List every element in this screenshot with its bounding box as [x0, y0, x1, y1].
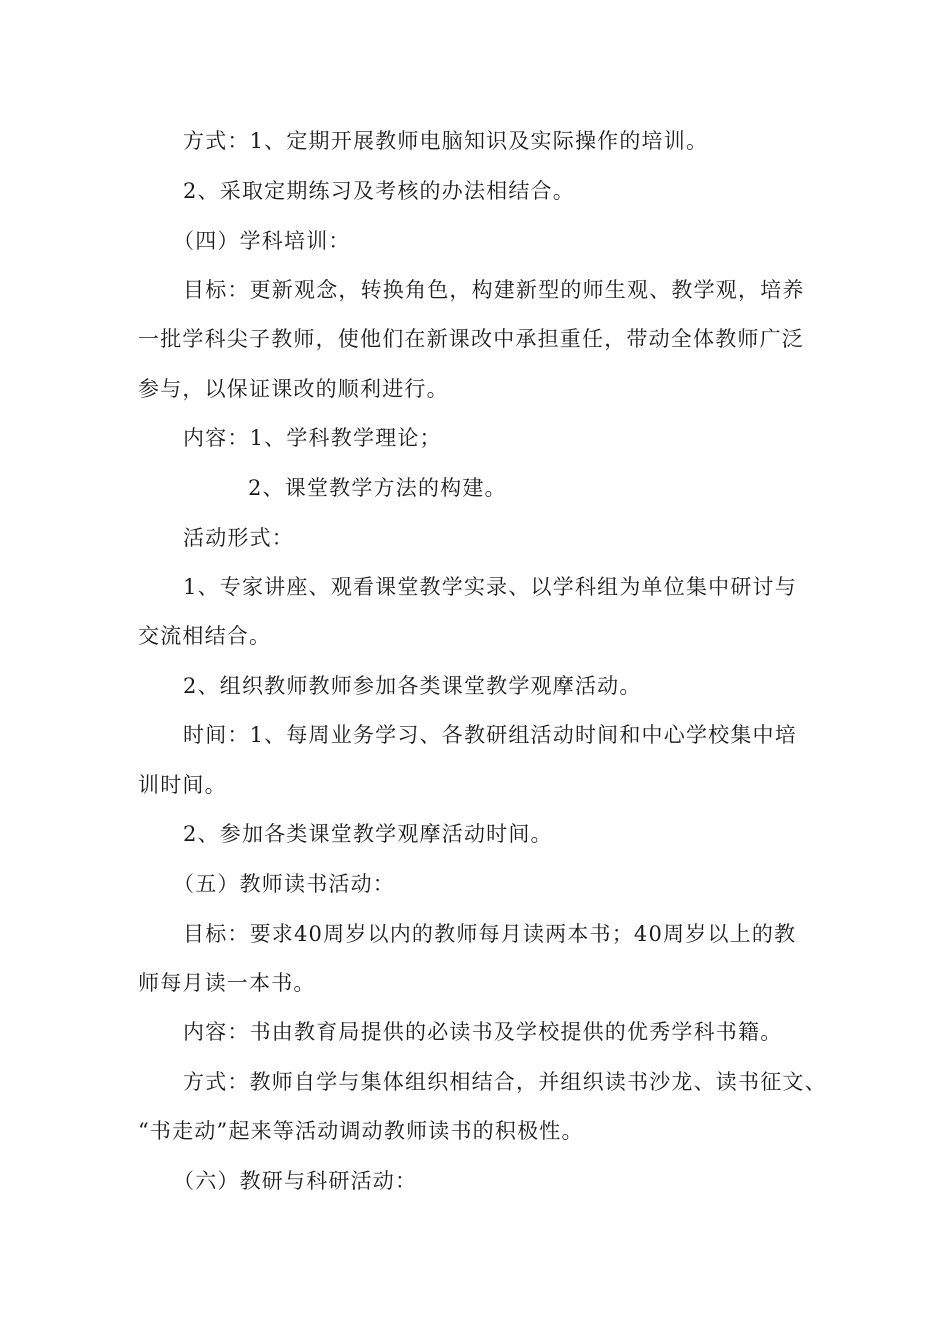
- paragraph-line: 目标：要求40周岁以内的教师每月读两本书；40周岁以上的教: [183, 922, 797, 946]
- paragraph-line: 2、采取定期练习及考核的办法相结合。: [183, 179, 575, 203]
- section-heading: （六）教研与科研活动：: [173, 1169, 418, 1193]
- paragraph-line: 目标：更新观念，转换角色，构建新型的师生观、教学观，培养: [183, 278, 805, 302]
- paragraph-line: “书走动”起来等活动调动教师读书的积极性。: [138, 1119, 584, 1143]
- paragraph-line: 训时间。: [138, 773, 227, 797]
- paragraph-line: 内容：1、学科教学理论；: [183, 426, 442, 450]
- paragraph-line: 时间：1、每周业务学习、各教研组活动时间和中心学校集中培: [183, 723, 797, 747]
- paragraph-line: 2、参加各类课堂教学观摩活动时间。: [183, 822, 553, 846]
- paragraph-line: 交流相结合。: [138, 624, 272, 648]
- paragraph-line: 活动形式：: [183, 526, 294, 550]
- paragraph-line: 2、课堂教学方法的构建。: [248, 476, 507, 500]
- paragraph-line: 师每月读一本书。: [138, 971, 316, 995]
- paragraph-line: 2、组织教师教师参加各类课堂教学观摩活动。: [183, 674, 642, 698]
- section-heading: （五）教师读书活动：: [173, 872, 395, 896]
- paragraph-line: 一批学科尖子教师，使他们在新课改中承担重任，带动全体教师广泛: [138, 327, 804, 351]
- paragraph-line: 内容：书由教育局提供的必读书及学校提供的优秀学科书籍。: [183, 1020, 783, 1044]
- section-heading: （四）学科培训：: [173, 229, 351, 253]
- paragraph-line: 1、专家讲座、观看课堂教学实录、以学科组为单位集中研讨与: [183, 575, 797, 599]
- paragraph-line: 参与，以保证课改的顺利进行。: [138, 377, 449, 401]
- paragraph-line: 方式：1、定期开展教师电脑知识及实际操作的培训。: [183, 129, 709, 153]
- paragraph-line: 方式：教师自学与集体组织相结合，并组织读书沙龙、读书征文、: [183, 1070, 827, 1094]
